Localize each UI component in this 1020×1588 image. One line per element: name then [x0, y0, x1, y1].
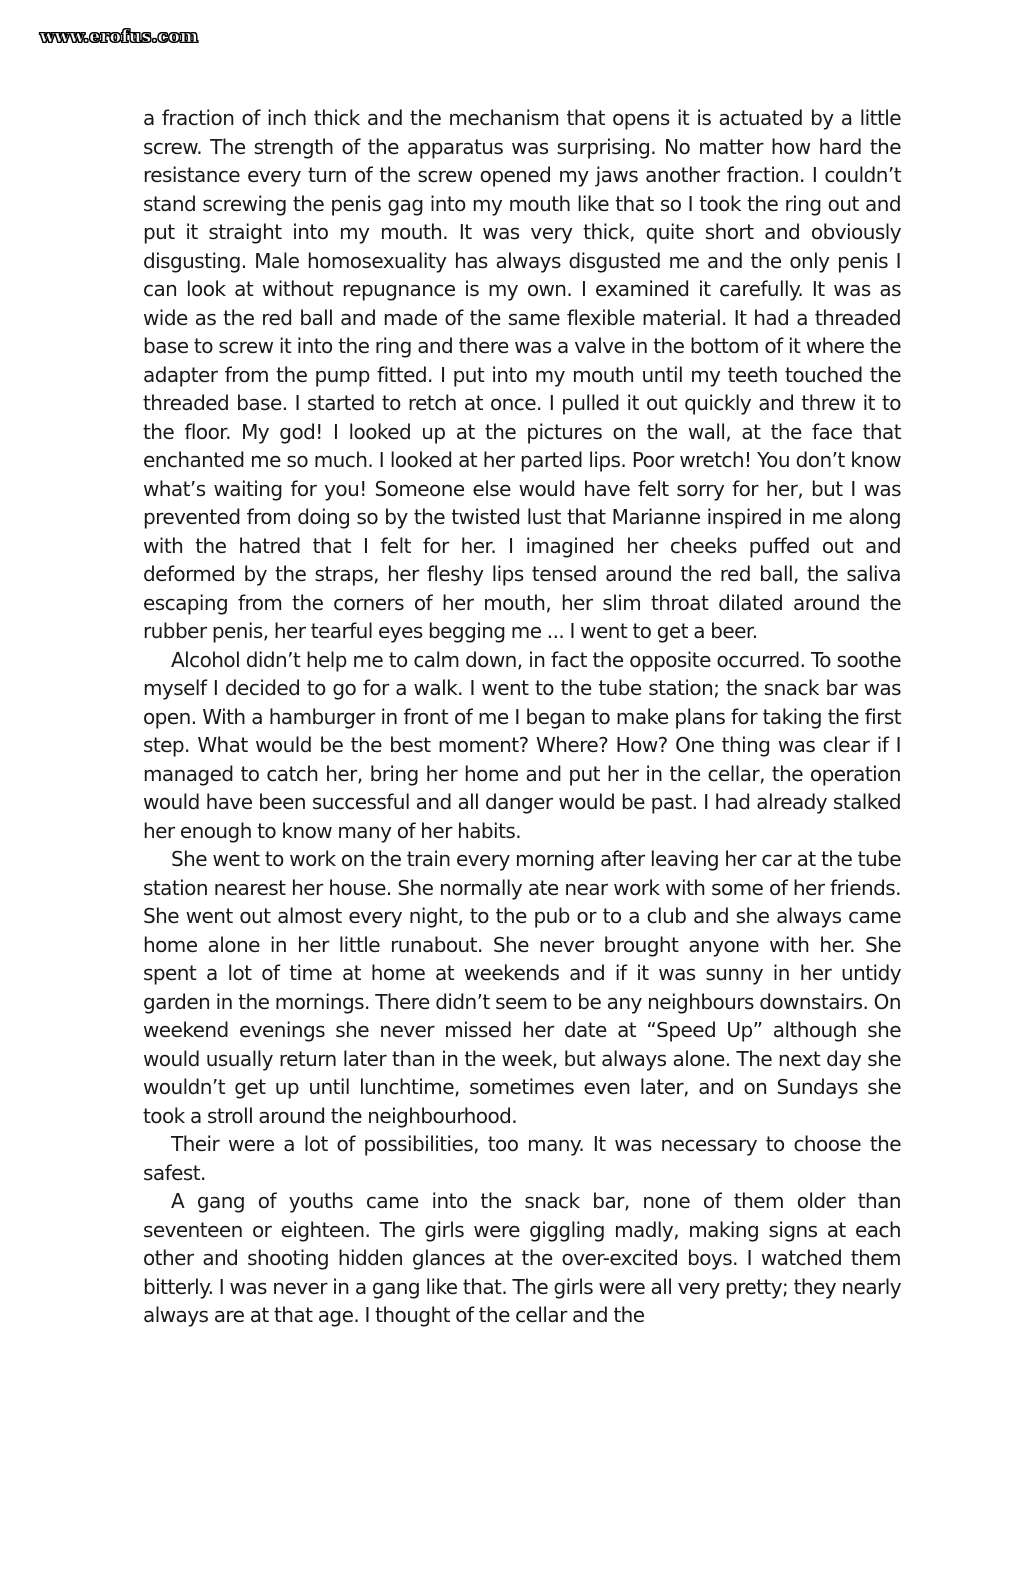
paragraph: Their were a lot of possibilities, too many. It was necessary to choose the safest. — [143, 1132, 901, 1185]
body-text — [143, 104, 901, 1330]
paragraph: A gang of youths came into the snack bar, none of them older than seventeen or eighteen. The girls were giggling madly, making signs at each other and shooting hidden glances at the over-excited boys. I watched them bitterly. I was never in a gang like that. The girls were all very pretty; they nearly always are at that age. I thought of the cellar and the — [143, 1189, 901, 1327]
watermark-text: www.erofus.com — [40, 27, 199, 47]
paragraph: a fraction of inch thick and the mechanism that opens it is actuated by a little screw. The strength of the apparatus was surprising. No matter how hard the resistance every turn of the screw opened my jaws another fraction. I couldn’t stand screwing the penis gag into my mouth like that so I took the ring out and put it straight into my mouth. It was very thick, quite short and obviously disgusting. Male homosexuality has always disgusted me and the only penis I can look at without repugnance is my own. I examined it carefully. It was as wide as the red ball and made of the same flexible material. It had a threaded base to screw it into the ring and there was a valve in the bottom of it where the adapter from the pump fitted. I put into my mouth until my teeth touched the threaded base. I started to retch at once. I pulled it out quickly and threw it to the floor. My god! I looked up at the pictures on the wall, at the face that enchanted me so much. I looked at her parted lips. Poor wretch! You don’t know what’s waiting for you! Someone else would have felt sorry for her, but I was prevented from doing so by the twisted lust that Marianne inspired in me along with the hatred that I felt for her. I imagined her cheeks puffed out and deformed by the straps, her fleshy lips tensed around the red ball, the saliva escaping from the corners of her mouth, her slim throat dilated around the rubber penis, her tearful eyes begging me ... I went to get a beer. — [143, 106, 901, 643]
paragraph: Alcohol didn’t help me to calm down, in fact the opposite occurred. To soothe myself I decided to go for a walk. I went to the tube station; the snack bar was open. With a hamburger in front of me I began to make plans for taking the first step. What would be the best moment? Where? How? One thing was clear if I managed to catch her, bring her home and put her in the cellar, the operation would have been successful and all danger would be past. I had already stalked her enough to know many of her habits. — [143, 647, 901, 843]
paragraph: She went to work on the train every morning after leaving her car at the tube station nearest her house. She normally ate near work with some of her friends. She went out almost every night, to the pub or to a club and she always came home alone in her little runabout. She never brought anyone with her. She spent a lot of time at home at weekends and if it was sunny in her untidy garden in the mornings. There didn’t seem to be any neighbours downstairs. On weekend evenings she never missed her date at “Speed Up” although she would usually return later than in the week, but always alone. The next day she wouldn’t get up until lunchtime, sometimes even later, and on Sundays she took a stroll around the neighbourhood. — [143, 847, 901, 1128]
